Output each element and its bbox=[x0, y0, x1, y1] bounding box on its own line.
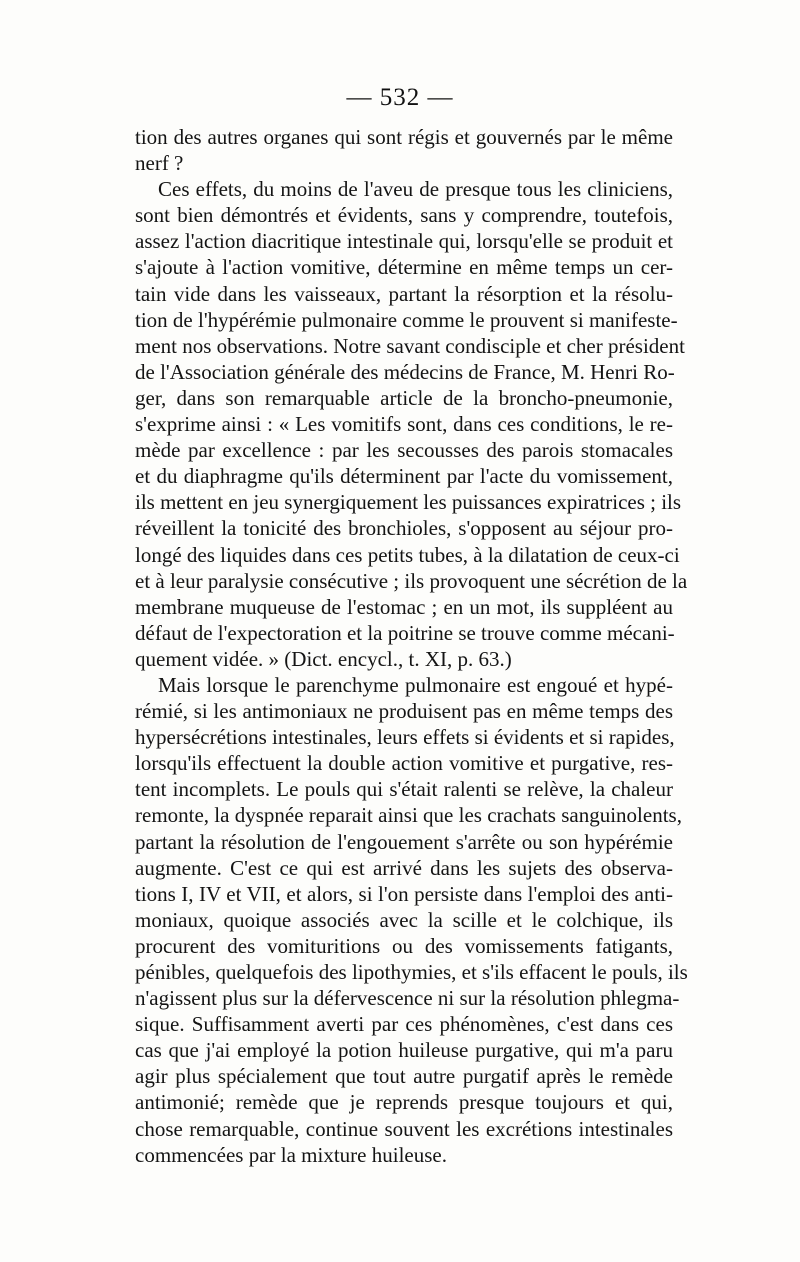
text-line: mède par excellence : par les secousses des parois stomacales bbox=[135, 438, 673, 463]
text-line: assez l'action diacritique intestinale qui, lorsqu'elle se produit et bbox=[135, 229, 673, 254]
text-line: tain vide dans les vaisseaux, partant la résorption et la résolu- bbox=[135, 281, 673, 306]
text-line: longé des liquides dans ces petits tubes, à la dilatation de ceux-ci bbox=[135, 542, 680, 567]
text-line: membrane muqueuse de l'estomac ; en un mot, ils suppléent au bbox=[135, 594, 673, 619]
text-line: sont bien démontrés et évidents, sans y comprendre, toutefois, bbox=[135, 203, 673, 228]
text-line: commencées par la mixture huileuse. bbox=[135, 1142, 447, 1167]
text-line: réveillent la tonicité des bronchioles, s'opposent au séjour pro- bbox=[135, 516, 673, 541]
paragraph bbox=[135, 176, 688, 672]
text-line: quement vidée. » (Dict. encycl., t. XI, p. 63.) bbox=[135, 646, 512, 671]
text-line: et du diaphragme qu'ils déterminent par l'acte du vomissement, bbox=[135, 464, 673, 489]
text-line: partant la résolution de l'engouement s'arrête ou son hypérémie bbox=[135, 829, 673, 854]
text-line: cas que j'ai employé la potion huileuse purgative, qui m'a paru bbox=[135, 1038, 673, 1063]
text-line: tion des autres organes qui sont régis et gouvernés par le même bbox=[135, 125, 673, 149]
page-number: — 532 — bbox=[346, 84, 454, 111]
text-line: de l'Association générale des médecins de France, M. Henri Ro- bbox=[135, 359, 675, 384]
text-line: procurent des vomituritions ou des vomissements fatigants, bbox=[135, 933, 673, 958]
text-line: tent incomplets. Le pouls qui s'était ralenti se relève, la chaleur bbox=[135, 777, 673, 802]
text-line: nerf ? bbox=[135, 151, 184, 176]
paragraph bbox=[135, 672, 688, 1168]
text-line: sique. Suffisamment averti par ces phénomènes, c'est dans ces bbox=[135, 1012, 673, 1037]
paragraph bbox=[135, 124, 673, 176]
text-line: n'agissent plus sur la défervescence ni sur la résolution phlegma- bbox=[135, 986, 680, 1011]
text-line: s'ajoute à l'action vomitive, détermine en même temps un cer- bbox=[135, 255, 673, 280]
body-text bbox=[135, 124, 688, 1168]
text-line: tion de l'hypérémie pulmonaire comme le prouvent si manifeste- bbox=[135, 307, 678, 332]
text-line: s'exprime ainsi : « Les vomitifs sont, dans ces conditions, le re- bbox=[135, 412, 673, 437]
text-line: ment nos observations. Notre savant condisciple et cher président bbox=[135, 333, 685, 358]
text-line: tions I, IV et VII, et alors, si l'on persiste dans l'emploi des anti- bbox=[135, 881, 673, 906]
text-line: Mais lorsque le parenchyme pulmonaire est engoué et hypé- bbox=[158, 672, 673, 697]
text-line: chose remarquable, continue souvent les excrétions intestinales bbox=[135, 1116, 673, 1141]
text-line: rémié, si les antimoniaux ne produisent pas en même temps des bbox=[135, 699, 673, 724]
text-line: agir plus spécialement que tout autre purgatif après le remède bbox=[135, 1064, 673, 1089]
text-line: défaut de l'expectoration et la poitrine se trouve comme mécani- bbox=[135, 620, 675, 645]
text-line: augmente. C'est ce qui est arrivé dans les sujets des observa- bbox=[135, 855, 673, 880]
text-line: ger, dans son remarquable article de la broncho-pneumonie, bbox=[135, 385, 673, 410]
text-line: hypersécrétions intestinales, leurs effets si évidents et si rapides, bbox=[135, 725, 675, 750]
text-line: et à leur paralysie consécutive ; ils provoquent une sécrétion de la bbox=[135, 568, 688, 593]
text-line: lorsqu'ils effectuent la double action vomitive et purgative, res- bbox=[135, 751, 673, 776]
text-line: pénibles, quelquefois des lipothymies, et s'ils effacent le pouls, ils bbox=[135, 960, 688, 984]
text-line: moniaux, quoique associés avec la scille et le colchique, ils bbox=[135, 907, 673, 932]
text-line: ils mettent en jeu synergiquement les puissances expiratrices ; ils bbox=[135, 490, 682, 515]
text-line: Ces effets, du moins de l'aveu de presque tous les cliniciens, bbox=[158, 177, 673, 202]
text-line: antimonié; remède que je reprends presque toujours et qui, bbox=[135, 1090, 673, 1115]
text-line: remonte, la dyspnée reparait ainsi que les crachats sanguinolents, bbox=[135, 803, 682, 828]
